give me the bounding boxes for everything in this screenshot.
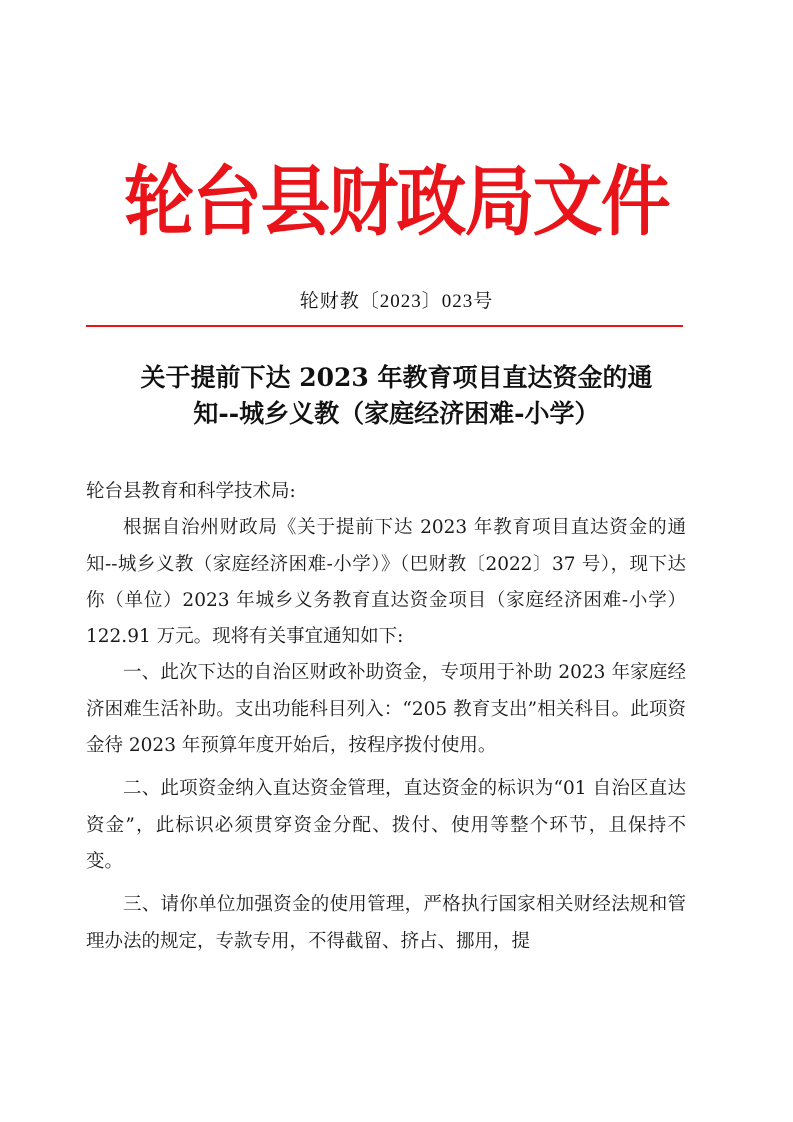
item-three-paragraph: 三、请你单位加强资金的使用管理，严格执行国家相关财经法规和管理办法的规定，专款专用，不得截留、挤占、挪用，提 xyxy=(86,894,686,952)
intro-paragraph: 根据自治州财政局《关于提前下达 2023 年教育项目直达资金的通知--城乡义教（家庭经济困难-小学）》（巴财教〔2022〕37 号），现下达你（单位）2023 年城乡义务教育直达资金项目（家庭经济困难-小学）122.91 万元。现将有关事宜通知如下: xyxy=(86,517,686,648)
header-divider xyxy=(86,325,683,327)
notice-title xyxy=(90,360,703,432)
item-one-paragraph: 一、此次下达的自治区财政补助资金，专项用于补助 2023 年家庭经济困难生活补助。支出功能科目列入：“205 教育支出”相关科目。此项资金待 2023 年预算年度开始后，按程序拨付使用。 xyxy=(86,662,686,757)
notice-title-line2: 知--城乡义教（家庭经济困难-小学） xyxy=(193,399,600,428)
recipient-line: 轮台县教育和科学技术局: xyxy=(86,481,296,502)
document-number: 轮财教〔2023〕023号 xyxy=(299,291,494,312)
agency-header-title: 轮台县财政局文件 xyxy=(124,157,669,246)
notice-title-line1: 关于提前下达 2023 年教育项目直达资金的通 xyxy=(140,363,653,392)
notice-body xyxy=(86,474,686,960)
item-two-paragraph: 二、此项资金纳入直达资金管理，直达资金的标识为“01 自治区直达资金”，此标识必须贯穿资金分配、拨付、使用等整个环节，且保持不变。 xyxy=(86,778,686,872)
